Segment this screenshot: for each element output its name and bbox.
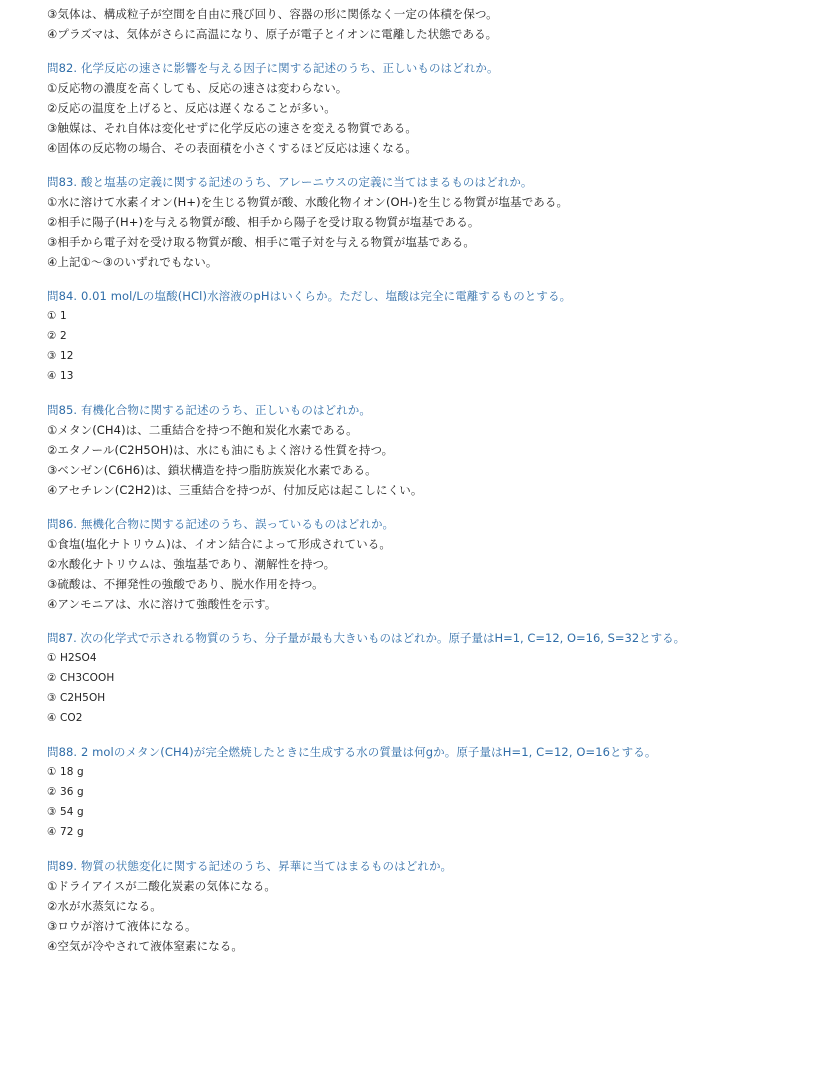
option-4: ④ 72 g: [47, 826, 84, 838]
option-4: ④アンモニアは、水に溶けて強酸性を示す。: [47, 597, 277, 611]
option-3: ③触媒は、それ自体は変化せずに化学反応の速さを変える物質である。: [47, 121, 418, 135]
question-89: [47, 856, 800, 956]
option-1: ①メタン(CH4)は、二重結合を持つ不飽和炭化水素である。: [47, 423, 358, 437]
question-title: 問84. 0.01 mol/Lの塩酸(HCl)水溶液のpHはいくらか。ただし、塩酸は完全に電離するものとする。: [47, 289, 572, 303]
option-3: ③硫酸は、不揮発性の強酸であり、脱水作用を持つ。: [47, 577, 324, 591]
option-1: ①水に溶けて水素イオン(H+)を生じる物質が酸、水酸化物イオン(OH-)を生じる物質が塩基である。: [47, 195, 569, 209]
option-2: ②反応の温度を上げると、反応は遅くなることが多い。: [47, 101, 336, 115]
option-4: ④上記①〜③のいずれでもない。: [47, 255, 218, 269]
question-title: 問83. 酸と塩基の定義に関する記述のうち、アレーニウスの定義に当てはまるものはどれか。: [47, 175, 533, 189]
question-title: 問88. 2 molのメタン(CH4)が完全燃焼したときに生成する水の質量は何gか。原子量はH=1, C=12, O=16とする。: [47, 745, 657, 759]
option-4: ④空気が冷やされて液体窒素になる。: [47, 939, 244, 953]
question-title: 問85. 有機化合物に関する記述のうち、正しいものはどれか。: [47, 403, 371, 417]
option-2: ② 36 g: [47, 786, 84, 798]
previous-question-tail: [47, 4, 800, 44]
option-2: ② 2: [47, 330, 67, 342]
question-title: 問89. 物質の状態変化に関する記述のうち、昇華に当てはまるものはどれか。: [47, 859, 453, 873]
option-2: ② CH3COOH: [47, 672, 115, 684]
option-2: ②エタノール(C2H5OH)は、水にも油にもよく溶ける性質を持つ。: [47, 443, 394, 457]
option-4: ④アセチレン(C2H2)は、三重結合を持つが、付加反応は起こしにくい。: [47, 483, 423, 497]
question-title: 問87. 次の化学式で示される物質のうち、分子量が最も大きいものはどれか。原子量はH=1, C=12, O=16, S=32とする。: [47, 631, 686, 645]
question-88: [47, 742, 800, 842]
option-2: ②水が水蒸気になる。: [47, 899, 162, 913]
option-1: ①反応物の濃度を高くしても、反応の速さは変わらない。: [47, 81, 348, 95]
question-86: [47, 514, 800, 614]
question-84: [47, 286, 800, 386]
question-83: [47, 172, 800, 272]
option-4: ④プラズマは、気体がさらに高温になり、原子が電子とイオンに電離した状態である。: [47, 27, 498, 41]
option-4: ④ 13: [47, 370, 74, 382]
option-1: ① H2SO4: [47, 652, 97, 664]
question-87: [47, 628, 800, 728]
option-3: ③ロウが溶けて液体になる。: [47, 919, 197, 933]
option-2: ②相手に陽子(H+)を与える物質が酸、相手から陽子を受け取る物質が塩基である。: [47, 215, 480, 229]
option-3: ③気体は、構成粒子が空間を自由に飛び回り、容器の形に関係なく一定の体積を保つ。: [47, 7, 498, 21]
option-4: ④固体の反応物の場合、その表面積を小さくするほど反応は速くなる。: [47, 141, 418, 155]
option-1: ①食塩(塩化ナトリウム)は、イオン結合によって形成されている。: [47, 537, 391, 551]
option-3: ③ベンゼン(C6H6)は、鎖状構造を持つ脂肪族炭化水素である。: [47, 463, 377, 477]
option-4: ④ CO2: [47, 712, 83, 724]
question-85: [47, 400, 800, 500]
question-title: 問86. 無機化合物に関する記述のうち、誤っているものはどれか。: [47, 517, 395, 531]
option-3: ③相手から電子対を受け取る物質が酸、相手に電子対を与える物質が塩基である。: [47, 235, 476, 249]
question-82: [47, 58, 800, 158]
option-2: ②水酸化ナトリウムは、強塩基であり、潮解性を持つ。: [47, 557, 336, 571]
option-1: ①ドライアイスが二酸化炭素の気体になる。: [47, 879, 276, 893]
question-title: 問82. 化学反応の速さに影響を与える因子に関する記述のうち、正しいものはどれか。: [47, 61, 499, 75]
option-3: ③ C2H5OH: [47, 692, 106, 704]
option-3: ③ 54 g: [47, 806, 84, 818]
option-1: ① 18 g: [47, 766, 84, 778]
option-3: ③ 12: [47, 350, 74, 362]
option-1: ① 1: [47, 310, 67, 322]
